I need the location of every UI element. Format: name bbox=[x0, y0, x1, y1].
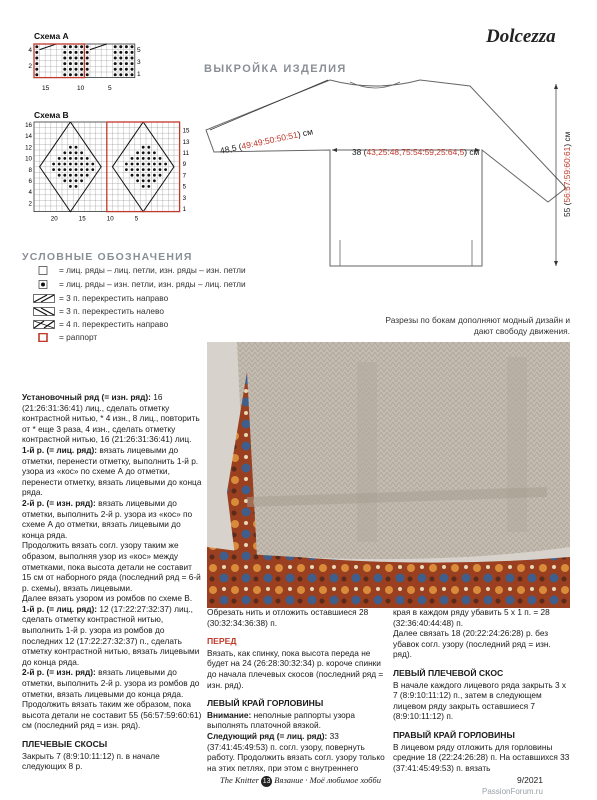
watermark: PassionForum.ru bbox=[482, 787, 543, 796]
purl-dot bbox=[125, 168, 128, 171]
cross-right-3-icon bbox=[33, 294, 55, 303]
purl-dot bbox=[142, 168, 145, 171]
dot-cell-icon bbox=[33, 280, 55, 289]
purl-dot bbox=[86, 51, 89, 54]
purl-dot bbox=[86, 57, 89, 60]
instruction-text: края в каждом ряду убавить 5 х 1 п. = 28 (32:36:40:44:48) п. bbox=[393, 607, 550, 628]
purl-dot bbox=[153, 179, 156, 182]
purl-dot bbox=[75, 73, 78, 76]
purl-dot bbox=[75, 45, 78, 48]
instruction-text: В начале каждого лицевого ряда закрыть 3 х 7 (8:9:10:11:12) п., затем в следующем лицевом ряду закрыть оставшиеся 7 (8:9:10:11:12) п. bbox=[393, 679, 567, 722]
scheme-b-chart bbox=[20, 119, 210, 237]
purl-dot bbox=[75, 57, 78, 60]
purl-dot bbox=[91, 168, 94, 171]
purl-dot bbox=[147, 174, 150, 177]
purl-dot bbox=[52, 163, 55, 166]
purl-dot bbox=[80, 168, 83, 171]
purl-dot bbox=[58, 157, 61, 160]
purl-dot bbox=[147, 146, 150, 149]
scheme-b-row-left: 6 bbox=[28, 178, 32, 186]
purl-dot bbox=[35, 62, 38, 65]
purl-dot bbox=[80, 174, 83, 177]
footer-subtitle: Вязание · Моё любимое хобби bbox=[274, 775, 381, 785]
purl-dot bbox=[147, 179, 150, 182]
purl-dot bbox=[86, 68, 89, 71]
purl-dot bbox=[136, 174, 139, 177]
scheme-b-row-right: 13 bbox=[182, 138, 190, 146]
purl-dot bbox=[131, 73, 134, 76]
empty-cell-icon bbox=[33, 266, 55, 275]
purl-dot bbox=[147, 157, 150, 160]
scheme-b-row-left: 12 bbox=[25, 144, 32, 152]
purl-dot bbox=[142, 185, 145, 188]
legend-text: = лиц. ряды – лиц. петли, изн. ряды – изн. петли bbox=[59, 265, 246, 275]
legend-title: УСЛОВНЫЕ ОБОЗНАЧЕНИЯ bbox=[22, 251, 193, 263]
scheme-a-col: 10 bbox=[77, 85, 85, 92]
purl-dot bbox=[159, 168, 162, 171]
purl-dot bbox=[86, 73, 89, 76]
arrow-head bbox=[332, 148, 337, 152]
purl-dot bbox=[153, 168, 156, 171]
purl-dot bbox=[147, 163, 150, 166]
purl-dot bbox=[131, 51, 134, 54]
purl-dot bbox=[80, 57, 83, 60]
instruction-text: Продолжить вязать таким же образом, пока высота детали не составит 55 (56:57:59:60:61) см (последний ряд = изн. ряд). bbox=[22, 699, 202, 731]
measure-unit: ) см bbox=[562, 131, 572, 147]
purl-dot bbox=[35, 57, 38, 60]
purl-dot bbox=[136, 168, 139, 171]
measure-main: 48,5 ( bbox=[219, 141, 243, 156]
purl-dot bbox=[86, 174, 89, 177]
instruction-text: Обрезать нить и отложить оставшиеся 28 (30:32:34:36:38) п. bbox=[207, 607, 369, 628]
purl-dot bbox=[131, 168, 134, 171]
purl-dot bbox=[131, 163, 134, 166]
purl-dot bbox=[69, 157, 72, 160]
scheme-a-col: 15 bbox=[42, 85, 50, 92]
purl-dot bbox=[69, 57, 72, 60]
instruction-heading: 2-й р. (= изн. ряд): bbox=[22, 667, 96, 678]
instruction-text: В лицевом ряду отложить для горловины средние 18 (22:24:26:28) п. На оставшихся 33 (37:41:45:49:53) п. вязать bbox=[393, 741, 570, 773]
purl-dot bbox=[35, 68, 38, 71]
sweater-photo bbox=[207, 342, 570, 608]
section-heading: ПЛЕЧЕВЫЕ СКОСЫ bbox=[22, 739, 108, 749]
purl-dot bbox=[114, 57, 117, 60]
scheme-a-row-right: 5 bbox=[137, 47, 141, 54]
purl-dot bbox=[69, 185, 72, 188]
instruction-heading: 1-й р. (= лиц. ряд): bbox=[22, 444, 98, 455]
cross-right-4-icon bbox=[33, 320, 55, 329]
purl-dot bbox=[119, 68, 122, 71]
purl-dot bbox=[80, 163, 83, 166]
purl-dot bbox=[114, 62, 117, 65]
instruction-text: Продолжить вязать согл. узору таким же образом, выполняя узор из «кос» между отметками, пока высота детали не составит 15 см от наборного ряда (последний ряд = 6-й р. схемы), вязать лицевыми. bbox=[22, 540, 201, 593]
scheme-b-row-left: 8 bbox=[28, 166, 32, 174]
garment-outline bbox=[206, 80, 566, 266]
purl-dot bbox=[86, 168, 89, 171]
arrow-head bbox=[554, 261, 558, 266]
purl-dot bbox=[63, 62, 66, 65]
instruction-text: Закрыть 7 (8:9:10:11:12) п. в начале следующих 8 р. bbox=[22, 750, 160, 772]
purl-dot bbox=[142, 146, 145, 149]
purl-dot bbox=[131, 45, 134, 48]
purl-dot bbox=[86, 157, 89, 160]
instructions-column-1 bbox=[22, 392, 202, 772]
scheme-b-row-right: 1 bbox=[182, 206, 187, 214]
purl-dot bbox=[119, 73, 122, 76]
purl-dot bbox=[75, 51, 78, 54]
purl-dot bbox=[35, 73, 38, 76]
purl-dot bbox=[147, 151, 150, 154]
instruction-text: Далее вязать узором из ромбов по схеме В. bbox=[22, 593, 193, 604]
section-heading: ЛЕВЫЙ КРАЙ ГОРЛОВИНЫ bbox=[207, 698, 324, 709]
repeat-frame-icon bbox=[33, 333, 55, 342]
legend-item-cross-right-4 bbox=[33, 319, 168, 329]
purl-dot bbox=[153, 151, 156, 154]
purl-dot bbox=[80, 151, 83, 154]
scheme-b-col: 20 bbox=[50, 215, 58, 223]
measure-unit: ) см bbox=[296, 126, 314, 140]
purl-dot bbox=[86, 163, 89, 166]
instruction-text: вязать лицевыми до отметки, выполнить 2-й р. узора из «кос» по схеме А до отметки, вязать лицевыми до конца ряда. bbox=[22, 497, 193, 540]
purl-dot bbox=[114, 73, 117, 76]
scheme-b-row-right: 9 bbox=[182, 161, 187, 169]
cross-left-3-icon bbox=[33, 307, 55, 316]
instruction-text: Далее связать 18 (20:22:24:26:28) р. без убавок согл. узору (последний ряд = изн. ряд). bbox=[393, 628, 551, 660]
purl-dot bbox=[80, 62, 83, 65]
purl-dot bbox=[142, 151, 145, 154]
scheme-b-label: Схема В bbox=[34, 110, 69, 120]
purl-dot bbox=[63, 151, 66, 154]
purl-dot bbox=[86, 45, 89, 48]
purl-dot bbox=[80, 179, 83, 182]
purl-dot bbox=[125, 62, 128, 65]
purl-dot bbox=[63, 51, 66, 54]
issue-number: 9/2021 bbox=[517, 775, 543, 785]
scheme-a-col: 5 bbox=[108, 85, 112, 92]
legend-item-purl bbox=[33, 279, 246, 289]
purl-dot bbox=[63, 57, 66, 60]
purl-dot bbox=[142, 163, 145, 166]
scheme-a-row-right: 1 bbox=[137, 71, 141, 78]
purl-dot bbox=[63, 174, 66, 177]
scheme-a-chart bbox=[20, 40, 160, 96]
purl-dot bbox=[147, 168, 150, 171]
purl-dot bbox=[125, 57, 128, 60]
purl-dot bbox=[35, 45, 38, 48]
scheme-a-row-right: 3 bbox=[137, 59, 141, 66]
purl-dot bbox=[153, 157, 156, 160]
purl-dot bbox=[142, 174, 145, 177]
purl-dot bbox=[136, 163, 139, 166]
scheme-a-row-left: 4 bbox=[28, 47, 32, 54]
section-heading: ПЕРЕД bbox=[207, 636, 237, 647]
purl-dot bbox=[69, 146, 72, 149]
purl-dot bbox=[114, 45, 117, 48]
purl-dot bbox=[125, 73, 128, 76]
purl-dot bbox=[159, 174, 162, 177]
instruction-text: вязать лицевыми до отметки, перенести отметку, выполнить 1-й р. узора из «кос» по схеме А до отметки, перенести отметку, вязать лицевыми до конца ряда. bbox=[22, 444, 202, 498]
instruction-text: 33 (37:41:45:49:53) п. согл. узору, повернуть работу. Продолжить вязать согл. узору только на этих петлях, при этом с внутреннего bbox=[207, 730, 385, 773]
measure-main: 38 ( bbox=[352, 147, 367, 157]
instructions-column-3 bbox=[393, 607, 571, 773]
purl-dot bbox=[69, 51, 72, 54]
purl-dot bbox=[114, 51, 117, 54]
purl-dot bbox=[119, 45, 122, 48]
purl-dot bbox=[75, 168, 78, 171]
purl-dot bbox=[153, 163, 156, 166]
purl-dot bbox=[153, 174, 156, 177]
purl-dot bbox=[75, 157, 78, 160]
purl-dot bbox=[125, 45, 128, 48]
instruction-heading: Следующий ряд (= лиц. ряд): bbox=[207, 730, 328, 741]
sweater-photo-illustration bbox=[207, 342, 570, 608]
purl-dot bbox=[80, 73, 83, 76]
footer bbox=[220, 775, 381, 787]
purl-dot bbox=[69, 179, 72, 182]
purl-dot bbox=[147, 185, 150, 188]
section-heading: ПРАВЫЙ КРАЙ ГОРЛОВИНЫ bbox=[393, 729, 515, 740]
scheme-b-row-left: 14 bbox=[25, 133, 32, 141]
purl-dot bbox=[125, 51, 128, 54]
purl-dot bbox=[114, 68, 117, 71]
purl-dot bbox=[119, 57, 122, 60]
purl-dot bbox=[86, 62, 89, 65]
purl-dot bbox=[164, 163, 167, 166]
scheme-b-row-right: 11 bbox=[182, 150, 190, 158]
neckline bbox=[350, 82, 400, 88]
footer-magazine: The Knitter bbox=[220, 775, 259, 785]
magazine-section-title: Dolcezza bbox=[486, 26, 556, 47]
instruction-heading: Внимание: bbox=[207, 709, 252, 720]
legend-item-repeat bbox=[33, 332, 97, 342]
purl-dot bbox=[69, 163, 72, 166]
purl-dot bbox=[131, 174, 134, 177]
purl-dot bbox=[80, 45, 83, 48]
measure-unit: ) см bbox=[464, 147, 480, 157]
legend-item-cross-left-3 bbox=[33, 306, 164, 316]
scheme-b-row-right: 15 bbox=[182, 127, 190, 135]
scheme-b-row-left: 16 bbox=[25, 122, 32, 130]
purl-dot bbox=[142, 157, 145, 160]
purl-dot bbox=[75, 185, 78, 188]
instruction-text: 12 (17:22:27:32:37) лиц., сделать отметку контрастной нитью, выполнить 1-й р. узора из ромбов до последних 12 (17:22:27:32:37) п., сделать отметку контрастной нитью, вязать лицевыми до конца ряда. bbox=[22, 603, 200, 667]
purl-dot bbox=[80, 68, 83, 71]
purl-dot bbox=[69, 174, 72, 177]
purl-dot bbox=[125, 163, 128, 166]
scheme-b-col: 10 bbox=[106, 215, 114, 223]
instruction-text: вязать лицевыми до отметки, выполнить 2-й р. узора из ромбов до отметки, вязать лицевыми до конца ряда. bbox=[22, 667, 200, 699]
purl-dot bbox=[119, 62, 122, 65]
purl-dot bbox=[159, 157, 162, 160]
legend-text: = 3 п. перекрестить направо bbox=[59, 293, 169, 303]
purl-dot bbox=[125, 68, 128, 71]
legend-text: = 4 п. перекрестить направо bbox=[59, 319, 169, 329]
scheme-b-col: 5 bbox=[134, 215, 139, 223]
purl-dot bbox=[136, 179, 139, 182]
scheme-b-row-left: 10 bbox=[25, 155, 32, 163]
page-number-badge: 13 bbox=[262, 778, 271, 785]
scheme-a-label: Схема А bbox=[34, 31, 69, 41]
measure-main: 55 ( bbox=[562, 202, 572, 217]
pattern-title: ВЫКРОЙКА ИЗДЕЛИЯ bbox=[204, 63, 347, 75]
purl-dot bbox=[80, 51, 83, 54]
purl-dot bbox=[75, 151, 78, 154]
purl-dot bbox=[69, 68, 72, 71]
purl-dot bbox=[58, 163, 61, 166]
arrow-head bbox=[554, 84, 558, 89]
instruction-heading: 1-й р. (= лиц. ряд): bbox=[22, 603, 98, 614]
purl-dot bbox=[136, 151, 139, 154]
instruction-heading: Установочный ряд (= изн. ряд): bbox=[22, 392, 151, 402]
scheme-a-row-left: 2 bbox=[28, 63, 32, 70]
purl-dot bbox=[69, 151, 72, 154]
scheme-b-row-right: 5 bbox=[182, 183, 187, 191]
purl-dot bbox=[75, 68, 78, 71]
legend-text: = лиц. ряды – изн. петли, изн. ряды – лиц. петли bbox=[59, 279, 246, 289]
purl-dot bbox=[35, 51, 38, 54]
scheme-b-row-right: 7 bbox=[182, 172, 187, 180]
purl-dot bbox=[75, 179, 78, 182]
purl-dot bbox=[52, 168, 55, 171]
instructions-column-2 bbox=[207, 607, 387, 773]
instruction-text: Вязать, как спинку, пока высота переда не будет на 24 (26:28:30:32:34) р. короче спинки до начала плечевых скосов (последний ряд = изн. ряд). bbox=[207, 647, 384, 690]
purl-dot bbox=[63, 73, 66, 76]
purl-dot bbox=[58, 168, 61, 171]
legend-text: = 3 п. перекрестить налево bbox=[59, 306, 164, 316]
purl-dot bbox=[63, 45, 66, 48]
purl-dot bbox=[63, 68, 66, 71]
width-measure bbox=[352, 147, 479, 157]
scheme-b-row-right: 3 bbox=[182, 194, 187, 202]
purl-dot bbox=[142, 179, 145, 182]
legend-text: = раппорт bbox=[59, 332, 98, 342]
instruction-text: 16 (21:26:31:36:41) лиц., сделать отметку контрастной нитью, * 4 изн., 8 лиц., повторить от * еще 3 раза, 4 изн., сделать отметку контрастной нитью, 16 (21:26:31:36:41) лиц. bbox=[22, 392, 200, 445]
purl-dot bbox=[75, 62, 78, 65]
purl-dot bbox=[131, 62, 134, 65]
purl-dot bbox=[136, 157, 139, 160]
length-measure bbox=[562, 132, 572, 217]
purl-dot bbox=[131, 57, 134, 60]
scheme-b-col: 15 bbox=[78, 215, 86, 223]
scheme-b-row-left: 4 bbox=[28, 189, 32, 197]
purl-dot bbox=[63, 179, 66, 182]
measure-variants: 43,25:48,75:54:59,25:64,5 bbox=[366, 147, 465, 157]
section-heading: ЛЕВЫЙ ПЛЕЧЕВОЙ СКОС bbox=[393, 667, 504, 678]
garment-schematic bbox=[200, 70, 580, 270]
legend-item-knit bbox=[33, 265, 246, 275]
purl-dot bbox=[91, 163, 94, 166]
instruction-text: неполные раппорты узора выполнять платочной вязкой. bbox=[207, 709, 356, 731]
purl-dot bbox=[69, 45, 72, 48]
purl-dot bbox=[58, 174, 61, 177]
purl-dot bbox=[69, 168, 72, 171]
purl-dot bbox=[63, 168, 66, 171]
purl-dot bbox=[63, 157, 66, 160]
purl-dot bbox=[75, 146, 78, 149]
purl-dot bbox=[63, 163, 66, 166]
legend-item-cross-right-3 bbox=[33, 293, 168, 303]
purl-dot bbox=[69, 73, 72, 76]
purl-dot bbox=[119, 51, 122, 54]
purl-dot bbox=[69, 62, 72, 65]
purl-dot bbox=[80, 157, 83, 160]
instruction-heading: 2-й р. (= изн. ряд): bbox=[22, 497, 96, 508]
purl-dot bbox=[131, 157, 134, 160]
measure-variants: 49:49:50:50:51 bbox=[240, 129, 299, 152]
purl-dot bbox=[75, 174, 78, 177]
purl-dot bbox=[164, 168, 167, 171]
sleeve-arrow bbox=[210, 80, 328, 130]
scheme-b-row-left: 2 bbox=[28, 200, 32, 208]
purl-dot bbox=[131, 68, 134, 71]
measure-variants: 56:57:59:60:61 bbox=[562, 146, 572, 203]
photo-caption: Разрезы по бокам дополняют модный дизайн и дают свободу движения. bbox=[385, 315, 570, 336]
purl-dot bbox=[159, 163, 162, 166]
purl-dot bbox=[75, 163, 78, 166]
